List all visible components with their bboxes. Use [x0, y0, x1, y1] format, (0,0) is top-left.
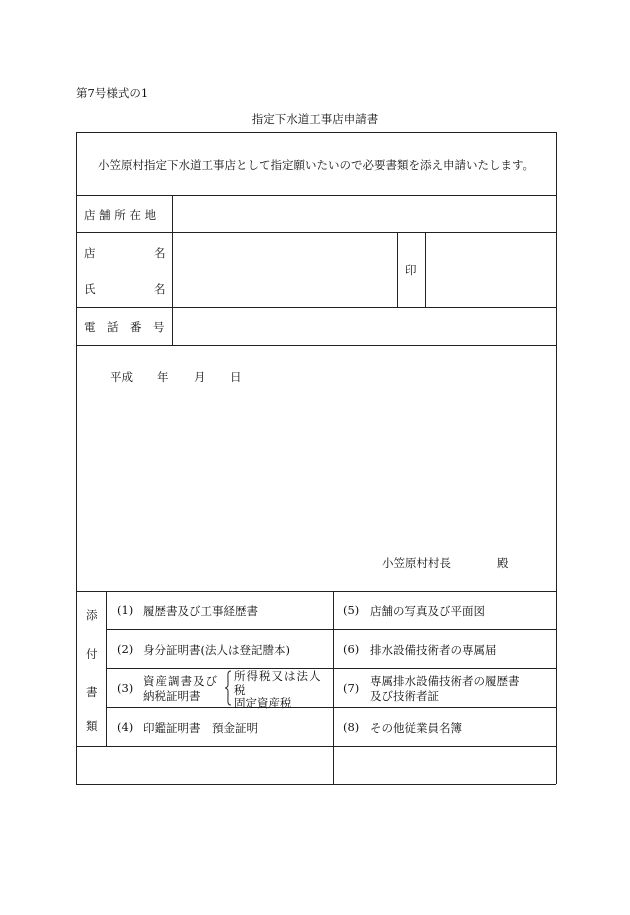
attachment-3-text-a: 資産調書及び [143, 674, 218, 688]
attachment-4-number: (4) [117, 720, 134, 734]
attachment-8-text: その他従業員名簿 [370, 721, 462, 735]
attachment-8-number: (8) [343, 720, 360, 734]
attachments-side-label-4: 類 [86, 719, 98, 733]
attachment-3-sub-a: 所得税又は法人 [234, 669, 322, 683]
attachment-3-text-b: 納税証明書 [143, 689, 201, 703]
attachment-7-text-b: 及び技術者証 [370, 689, 439, 703]
intro-text: 小笠原村指定下水道工事店として指定願いたいので必要書類を添え申請いたします。 [97, 158, 535, 172]
phone-value-field[interactable] [173, 308, 555, 344]
attachment-5-number: (5) [343, 603, 360, 617]
phone-label: 電 話 番 号 [84, 320, 165, 334]
attachment-1-text: 履歴書及び工事経歴書 [143, 604, 258, 618]
shop-name-label-a: 店 [84, 246, 96, 260]
addressee-honorific: 殿 [497, 556, 509, 570]
attachments-side-label-2: 付 [86, 647, 98, 661]
attachment-6-number: (6) [343, 642, 360, 656]
person-name-label-b: 名 [154, 282, 166, 296]
bottom-left-blank-cell[interactable] [77, 747, 332, 783]
attachment-1-number: (1) [117, 603, 134, 617]
name-value-field[interactable] [173, 233, 396, 306]
attachments-side-label-3: 書 [86, 685, 98, 699]
attachment-2-number: (2) [117, 642, 134, 656]
date-month: 月 [194, 370, 206, 384]
attachment-5-text: 店舗の写真及び平面図 [370, 604, 485, 618]
shop-name-label-b: 名 [154, 246, 166, 260]
person-name-label-a: 氏 [84, 282, 96, 296]
seal-label: 印 [405, 263, 417, 277]
attachment-7-text-a: 専属排水設備技術者の履歴書 [370, 674, 520, 688]
attachment-3-sub-b: 固定資産税 [234, 696, 292, 710]
attachment-2-text: 身分証明書(法人は登記謄本) [143, 643, 290, 657]
address-label: 店 舗 所 在 地 [84, 208, 157, 222]
addressee-name: 小笠原村村長 [382, 556, 451, 570]
bottom-right-blank-cell[interactable] [334, 747, 555, 783]
address-value-field[interactable] [173, 196, 555, 231]
attachment-6-text: 排水設備技術者の専属届 [370, 643, 497, 657]
attachment-7-number: (7) [343, 681, 360, 695]
date-year: 年 [157, 370, 169, 384]
form-title: 指定下水道工事店申請書 [251, 112, 379, 126]
attachment-3-sub-a2: 税 [234, 683, 246, 697]
attachments-side-label-1: 添 [86, 608, 98, 622]
attachment-3-number: (3) [117, 681, 134, 695]
date-era: 平成 [110, 370, 133, 384]
seal-box[interactable] [426, 233, 555, 306]
date-day: 日 [230, 370, 242, 384]
form-number: 第7号様式の1 [76, 86, 149, 100]
attachment-4-text: 印鑑証明書 預金証明 [143, 721, 258, 735]
brace-icon [224, 670, 232, 706]
